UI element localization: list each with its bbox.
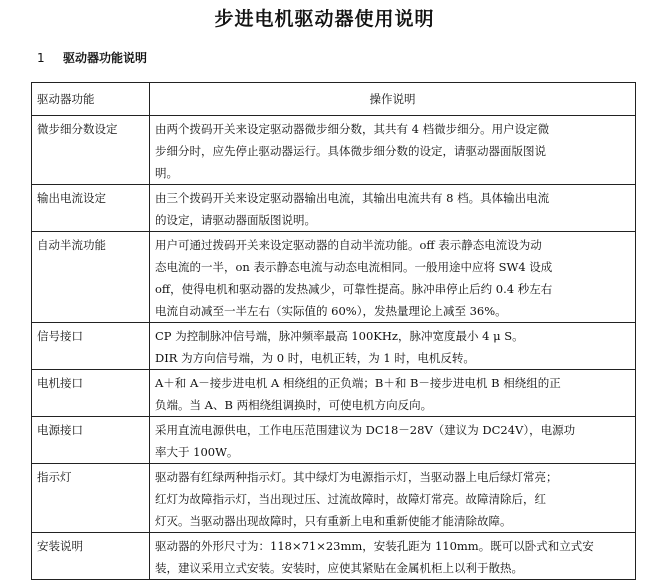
description-cell (150, 185, 636, 232)
document-title: 步进电机驱动器使用说明 (214, 8, 435, 30)
function-cell: 输出电流设定 (32, 185, 150, 232)
description-line: 采用直流电源供电，工作电压范围建议为 DC18－28V（建议为 DC24V），电源功 (155, 423, 576, 437)
table-body (32, 116, 636, 580)
description-cell (150, 323, 636, 370)
table-row (32, 185, 636, 232)
description-line: 步细分时，应先停止驱动器运行。具体微步细分数的设定，请驱动器面版图说 (155, 144, 546, 158)
description-cell (150, 464, 636, 533)
section-number: 1 (37, 51, 45, 65)
table-row (32, 370, 636, 417)
column-header-description: 操作说明 (150, 83, 636, 116)
section-heading (37, 50, 147, 66)
function-cell: 电机接口 (32, 370, 150, 417)
table-row (32, 232, 636, 323)
description-line: 率大于 100W。 (155, 445, 239, 459)
description-line: 明。 (155, 166, 178, 180)
table-row (32, 323, 636, 370)
description-line: 的设定，请驱动器面版图说明。 (155, 213, 316, 227)
description-line: 电流自动减至一半左右（实际值的 60%），发热量理论上减至 36%。 (155, 304, 507, 318)
description-line: 负端。当 A、B 两相绕组调换时，可使电机方向反向。 (155, 398, 433, 412)
function-cell: 指示灯 (32, 464, 150, 533)
description-line: off，使得电机和驱动器的发热减少，可靠性提高。脉冲串停止后约 0.4 秒左右 (155, 282, 553, 296)
section-heading-text: 驱动器功能说明 (63, 51, 148, 65)
function-cell: 自动半流功能 (32, 232, 150, 323)
function-cell: 微步细分数设定 (32, 116, 150, 185)
description-cell (150, 370, 636, 417)
table-row (32, 464, 636, 533)
table-row (32, 533, 636, 580)
table-row (32, 417, 636, 464)
function-cell: 安装说明 (32, 533, 150, 580)
column-header-function: 驱动器功能 (32, 83, 150, 116)
table-header-row (32, 83, 636, 116)
function-cell: 电源接口 (32, 417, 150, 464)
description-cell (150, 232, 636, 323)
description-line: 由两个拨码开关来设定驱动器微步细分数，其共有 4 档微步细分。用户设定微 (155, 122, 550, 136)
table-row (32, 116, 636, 185)
description-line: CP 为控制脉冲信号端，脉冲频率最高 100KHz，脉冲宽度最小 4 μ S。 (155, 329, 524, 343)
description-line: 红灯为故障指示灯，当出现过压、过流故障时，故障灯常亮。故障清除后，红 (155, 492, 546, 506)
description-cell (150, 116, 636, 185)
function-table (31, 82, 636, 580)
description-line: A＋和 A－接步进电机 A 相绕组的正负端；B＋和 B－接步进电机 B 相绕组的正 (155, 376, 561, 390)
description-line: 用户可通过拨码开关来设定驱动器的自动半流功能。off 表示静态电流设为动 (155, 238, 542, 252)
description-line: 灯灭。当驱动器出现故障时，只有重新上电和重新使能才能清除故障。 (155, 514, 512, 528)
description-line: DIR 为方向信号端，为 0 时，电机正转，为 1 时，电机反转。 (155, 351, 475, 365)
description-line: 由三个拨码开关来设定驱动器输出电流，其输出电流共有 8 档。具体输出电流 (155, 191, 550, 205)
description-line: 驱动器的外形尺寸为：118×71×23mm，安装孔距为 110mm。既可以卧式和立式安 (155, 539, 594, 553)
description-line: 装，建议采用立式安装。安装时，应使其紧贴在金属机柜上以利于散热。 (155, 561, 523, 575)
description-cell (150, 417, 636, 464)
description-cell (150, 533, 636, 580)
description-line: 态电流的一半，on 表示静态电流与动态电流相同。一般用途中应将 SW4 设成 (155, 260, 553, 274)
function-cell: 信号接口 (32, 323, 150, 370)
description-line: 驱动器有红绿两种指示灯。其中绿灯为电源指示灯，当驱动器上电后绿灯常亮； (155, 470, 558, 484)
